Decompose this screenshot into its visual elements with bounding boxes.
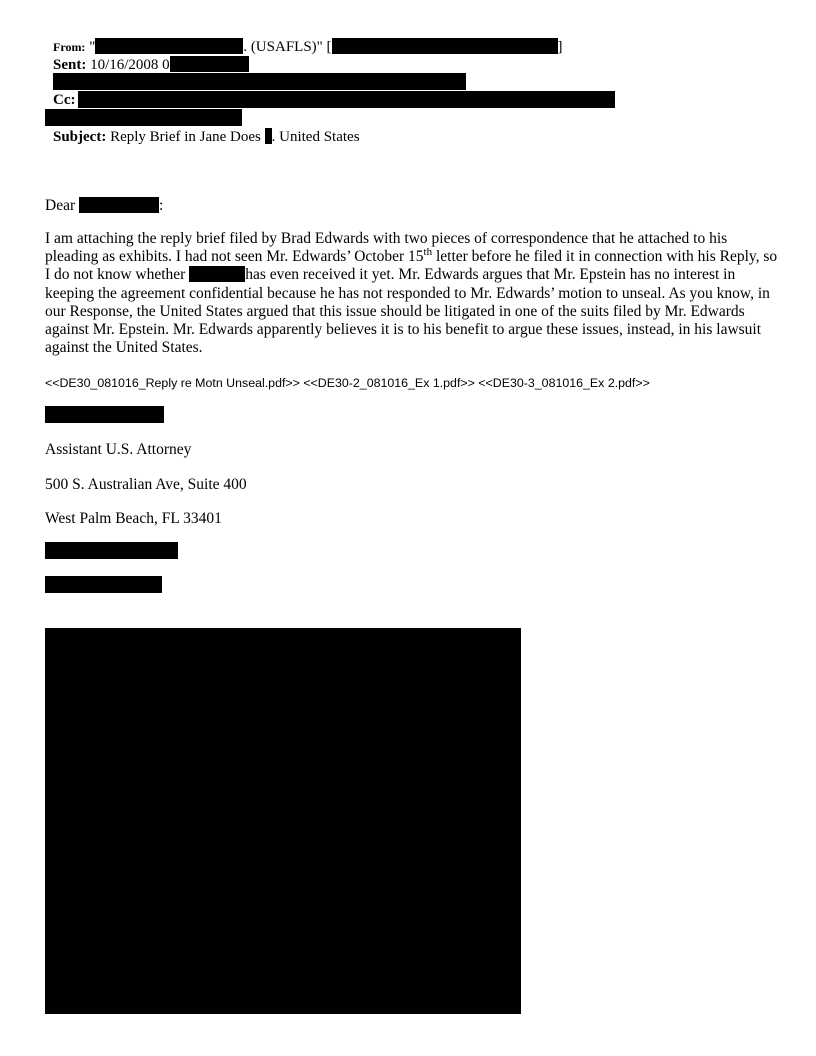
redaction-sent-time <box>170 56 249 72</box>
signature-address2: West Palm Beach, FL 33401 <box>45 510 222 527</box>
subject-label: Subject: <box>53 129 107 145</box>
redaction-signature-email <box>45 576 162 593</box>
from-line <box>53 38 563 56</box>
redaction-signature-name <box>45 406 164 423</box>
redaction-signature-phone <box>45 542 178 559</box>
body-paragraph <box>45 230 780 357</box>
redaction-cc-line1 <box>78 91 615 108</box>
from-quote-open: " <box>89 39 96 55</box>
paragraph-part3: has even received it yet. Mr. Edwards argues that Mr. Epstein has no interest in keeping the agreement confidential because he has not responded to Mr. Edwards’ motion to unseal. As you know, in our Response, the United States argued that this issue should be litigated in one of the suits filed by Mr. Edwards against Mr. Epstein. Mr. Edwards apparently believes it is to his benefit to argue these issues, instead, in his lawsuit against the United States. <box>45 266 770 357</box>
subject-line <box>53 128 360 146</box>
sent-label: Sent: <box>53 57 87 73</box>
redaction-large-block <box>45 628 521 1014</box>
sent-value: 10/16/2008 0 <box>90 57 170 73</box>
paragraph-part1: I am attaching the reply brief filed by Brad Edwards with two pieces of correspondence that he attached to his pleading as exhibits. I had not seen Mr. Edwards’ October 15 <box>45 230 728 266</box>
paragraph-part2: letter before he filed it in connection with his Reply, so I do not know whether <box>45 248 778 284</box>
attachments-line[interactable]: <<DE30_081016_Reply re Motn Unseal.pdf>> <<DE30-2_081016_Ex 1.pdf>> <<DE30-3_081016_Ex 2.pdf>> <box>45 376 650 390</box>
redaction-paragraph-name <box>189 266 245 282</box>
redaction-from-email <box>332 38 558 54</box>
sent-line <box>53 56 249 74</box>
subject-value-a: Reply Brief in Jane Does <box>110 129 265 145</box>
from-label: From: <box>53 40 86 54</box>
redaction-from-name <box>95 38 243 54</box>
salutation <box>45 197 163 214</box>
signature-title: Assistant U.S. Attorney <box>45 441 192 458</box>
cc-line <box>53 91 76 109</box>
subject-value-b: . United States <box>271 129 360 145</box>
salutation-colon: : <box>159 197 164 214</box>
cc-label: Cc: <box>53 92 76 108</box>
signature-address1: 500 S. Australian Ave, Suite 400 <box>45 476 247 493</box>
from-name-suffix: . (USAFLS)" [ <box>243 39 332 55</box>
redaction-to-line <box>53 73 466 90</box>
salutation-dear: Dear <box>45 197 76 214</box>
redaction-salutation-name <box>79 197 159 213</box>
redaction-subject-v <box>265 128 272 144</box>
superscript-th: th <box>423 246 433 259</box>
redaction-cc-line2 <box>45 109 242 126</box>
from-bracket-close: ] <box>557 39 563 55</box>
